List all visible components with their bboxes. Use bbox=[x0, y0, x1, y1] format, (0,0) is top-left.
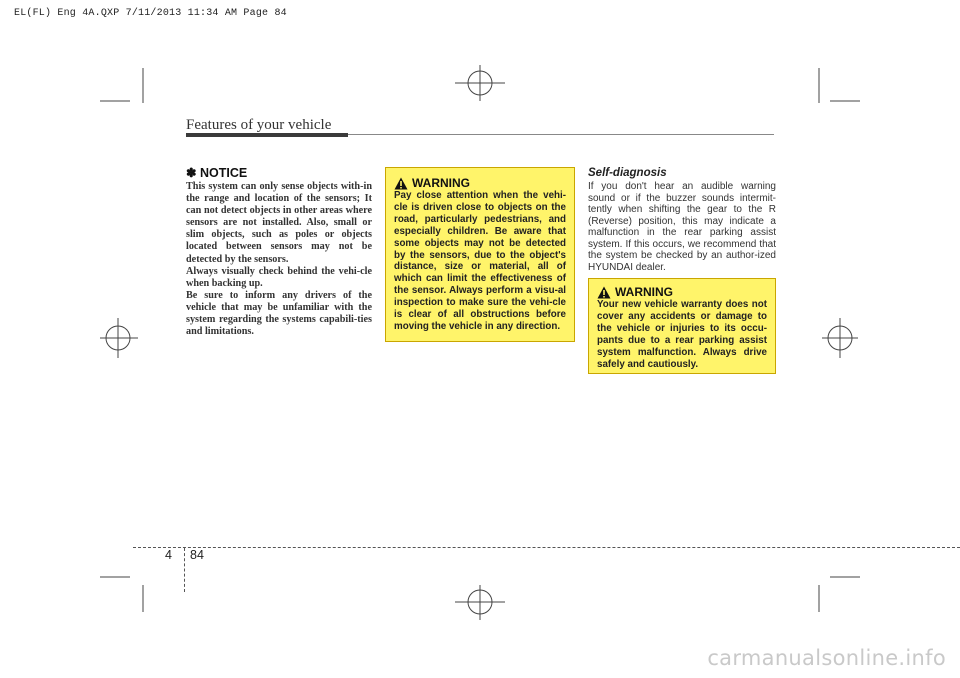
self-diagnosis-text: If you don't hear an audible warning sound or if the buzzer sounds intermit-tently when shifting the gear to the R (Reverse) position, this may indicate a malfunction in the rear parking assist system. If this occurs, we recommend that the system be checked by an author-ized HYUNDAI dealer. bbox=[588, 181, 776, 273]
notice-paragraph: This system can only sense objects with-in the range and location of the sensors; It can not detect objects in other areas where sensors are not installed. Also, small or slim objects, such as poles or objects located between sensors may not be detected by the sensors. bbox=[186, 181, 372, 265]
warning-title: WARNING bbox=[615, 285, 673, 299]
header-rule bbox=[348, 134, 774, 135]
warning-box-sensors bbox=[385, 167, 575, 342]
warning-triangle-icon bbox=[394, 177, 408, 190]
self-diagnosis-title: Self-diagnosis bbox=[588, 167, 667, 179]
page-section-number: 4 bbox=[165, 548, 172, 562]
warning-heading bbox=[597, 285, 767, 299]
notice-paragraph: Always visually check behind the vehi-cle when backing up. bbox=[186, 265, 372, 289]
notice-heading bbox=[186, 165, 247, 180]
page-number: 84 bbox=[190, 548, 204, 562]
notice-paragraph: Be sure to inform any drivers of the vehicle that may be unfamiliar with the system regarding the systems capabili-ties and limitations. bbox=[186, 289, 372, 338]
notice-body bbox=[186, 181, 372, 338]
notice-star-icon: ✽ bbox=[186, 166, 197, 180]
notice-title: NOTICE bbox=[199, 166, 248, 180]
warning-box-warranty bbox=[588, 278, 776, 374]
warning-text: Pay close attention when the vehi-cle is driven close to objects on the road, particularly pedestrians, and especially children. Be aware that some objects may not be detected by the sensors, due to the object's distance, size or material, all of which can limit the effectiveness of the sensor. Always perform a visu-al inspection to make sure the vehi-cle is clear of all obstructions before moving the vehicle in any direction. bbox=[394, 190, 566, 332]
warning-heading bbox=[394, 176, 566, 190]
warning-text: Your new vehicle warranty does not cover any accidents or damage to the vehicle or injuries to its occu-pants due to a rear parking assist system malfunction. Always drive safely and cautiously. bbox=[597, 299, 767, 370]
warning-title: WARNING bbox=[412, 176, 470, 190]
footer-rule bbox=[133, 547, 960, 548]
footer-separator bbox=[184, 548, 185, 592]
warning-triangle-icon bbox=[597, 286, 611, 299]
page-header-title: Features of your vehicle bbox=[186, 117, 332, 133]
watermark: carmanualsonline.info bbox=[707, 646, 946, 670]
print-slug: EL(FL) Eng 4A.QXP 7/11/2013 11:34 AM Page 84 bbox=[14, 8, 287, 19]
header-bar bbox=[186, 133, 348, 137]
